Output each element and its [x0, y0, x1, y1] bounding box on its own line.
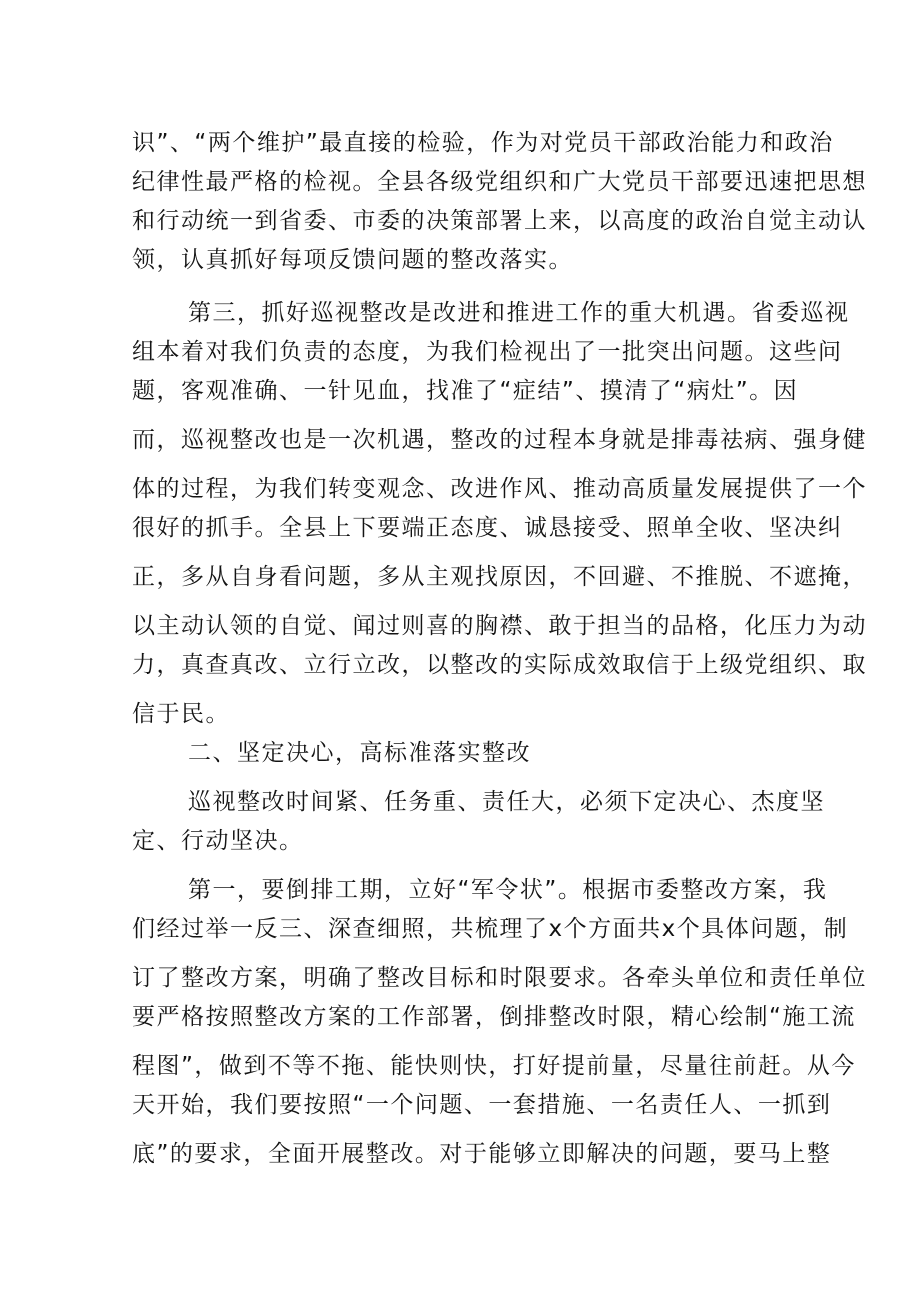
text-line: 要严格按照整改方案的工作部署，倒排整改时限，精心绘制“施工流	[132, 1004, 856, 1030]
text-line: 底”的要求，全面开展整改。对于能够立即解决的问题，要马上整	[132, 1141, 832, 1167]
text-line: 以主动认领的自觉、闻过则喜的胸襟、敢于担当的品格，化压力为动	[132, 613, 867, 639]
text-line: 力，真查真改、立行立改，以整改的实际成效取信于上级党组织、取	[132, 652, 867, 678]
text-line: 第三，抓好巡视整改是改进和推进工作的重大机遇。省委巡视	[188, 300, 850, 326]
text-line: 组本着对我们负责的态度，为我们检视出了一批突出问题。这些问	[132, 339, 843, 365]
text-line: 识”、“两个维护”最直接的检验，作为对党员干部政治能力和政治	[132, 130, 834, 156]
section-heading: 二、坚定决心，高标准落实整改	[188, 740, 531, 766]
text-line: 巡视整改时间紧、任务重、责任大，必须下定决心、杰度坚	[188, 789, 825, 815]
text-line: 们经过举一反三、深查细照，共梳理了x个方面共x个具体问题，制	[132, 916, 849, 942]
text-line: 程图”，做到不等不拖、能快则快，打好提前量，尽量往前赶。从今	[132, 1053, 856, 1079]
text-line: 订了整改方案，明确了整改目标和时限要求。各牵头单位和责任单位	[132, 965, 867, 991]
text-line: 正，多从自身看问题，多从主观找原因，不回避、不推脱、不遮掩，	[132, 564, 867, 590]
text-line: 体的过程，为我们转变观念、改进作风、推动高质量发展提供了一个	[132, 476, 867, 502]
text-line: 第一，要倒排工期，立好“军令状”。根据市委整改方案，我	[188, 877, 828, 903]
text-line: 和行动统一到省委、市委的决策部署上来，以高度的政治自觉主动认	[132, 208, 867, 234]
text-line: 天开始，我们要按照“一个问题、一套措施、一名责任人、一抓到	[132, 1092, 832, 1118]
text-line: 定、行动坚决。	[132, 828, 304, 854]
text-line: 很好的抓手。全县上下要端正态度、诚恳接受、照单全收、坚决纠	[132, 515, 843, 541]
text-line: 纪律性最严格的检视。全县各级党组织和广大党员干部要迅速把思想	[132, 169, 867, 195]
text-line: 题，客观准确、一针见血，找准了“症结”、摸清了“病灶”。因	[132, 378, 799, 404]
text-line: 领，认真抓好每项反馈问题的整改落实。	[132, 247, 573, 273]
text-line: 而，巡视整改也是一次机遇，整改的过程本身就是排毒祛病、强身健	[132, 427, 867, 453]
text-line: 信于民。	[132, 701, 230, 727]
